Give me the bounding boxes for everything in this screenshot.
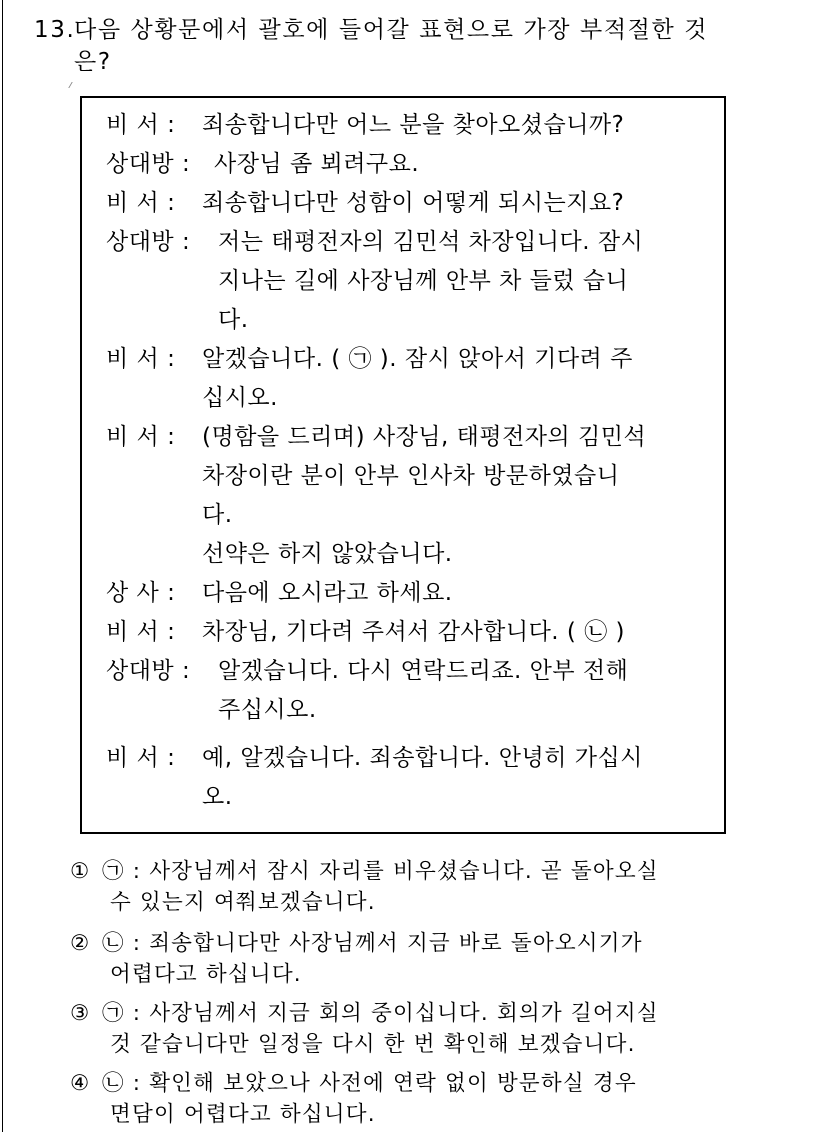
separator: : (167, 424, 176, 450)
dialogue-text: 지나는 길에 사장님께 안부 차 들렀 습니 (218, 268, 629, 294)
speaker: 비 서 (106, 424, 160, 450)
answer-option-1[interactable] (70, 856, 770, 918)
dialogue-speaker-line (106, 578, 175, 608)
dialogue-text: 사장님 좀 뵈려구요. (214, 151, 420, 177)
answer-option-2[interactable] (70, 928, 770, 990)
dialogue-text: 다음에 오시라고 하세요. (202, 580, 453, 606)
option-text: ㉠ : 사장님께서 지금 회의 중이십니다. 회의가 길어지실 (102, 1001, 659, 1026)
question-line-2: 은? (74, 49, 112, 75)
separator: : (181, 151, 191, 177)
dialogue-speaker-line (106, 743, 175, 773)
option-text: 어렵다고 하십니다. (110, 962, 302, 987)
dialogue-text: 죄송합니다만 어느 분을 찾아오셨습니까? (202, 112, 625, 138)
question-line-1 (34, 14, 794, 46)
speaker: 비 서 (106, 346, 160, 372)
answer-option-4[interactable] (70, 1068, 770, 1130)
speaker: 비 서 (106, 745, 160, 771)
dialogue-text: 알겠습니다. ( ㉠ ). 잠시 앉아서 기다려 주 (202, 346, 633, 372)
option-marker: ③ (70, 1001, 91, 1026)
option-text: 면담이 어렵다고 하십니다. (110, 1102, 376, 1127)
dialogue-speaker-line (106, 422, 175, 452)
dialogue-text: 차장님, 기다려 주셔서 감사합니다. ( ㉡ ) (202, 619, 625, 645)
separator: : (181, 229, 191, 255)
dialogue-speaker-line (106, 188, 175, 218)
dialogue-text: (명함을 드리며) 사장님, 태평전자의 김민석 (202, 424, 647, 450)
page-left-border (2, 0, 3, 1132)
speaker: 비 서 (106, 619, 160, 645)
speaker: 비 서 (106, 112, 160, 138)
dialogue-speaker-line (106, 110, 175, 140)
option-text: 수 있는지 여쭤보겠습니다. (110, 890, 376, 915)
option-line (70, 998, 770, 1029)
dialogue-text: 알겠습니다. 다시 연락드리죠. 안부 전해 (218, 658, 629, 684)
dialogue-text: 죄송합니다만 성함이 어떻게 되시는지요? (202, 190, 625, 216)
option-marker: ① (70, 859, 91, 884)
dialogue-text: 주십시오. (218, 697, 317, 723)
dialogue-text: 차장이란 분이 안부 인사차 방문하였습니 (202, 463, 620, 489)
separator: : (167, 346, 176, 372)
option-text: 것 같습니다만 일정을 다시 한 번 확인해 보겠습니다. (110, 1032, 636, 1057)
speaker: 비 서 (106, 190, 160, 216)
separator: : (167, 190, 176, 216)
answer-option-3[interactable] (70, 998, 770, 1060)
separator: : (167, 580, 176, 606)
question-text: 다음 상황문에서 괄호에 들어갈 표현으로 가장 부적절한 것 (74, 17, 709, 43)
question-number: 13. (34, 17, 76, 43)
question-header (34, 14, 794, 78)
dialogue-text: 오. (202, 784, 233, 810)
option-line (70, 928, 770, 959)
separator: : (181, 658, 191, 684)
dialogue-speaker-line (106, 227, 190, 257)
option-text: ㉡ : 확인해 보았으나 사전에 연락 없이 방문하실 경우 (102, 1071, 637, 1096)
dialogue-speaker-line (106, 344, 175, 374)
option-marker: ④ (70, 1071, 91, 1096)
option-line (70, 856, 770, 887)
separator: : (167, 619, 176, 645)
speaker: 상 사 (106, 580, 160, 606)
stray-mark (68, 82, 76, 88)
speaker: 상대방 (106, 151, 175, 177)
separator: : (167, 112, 176, 138)
dialogue-text: 다. (202, 502, 233, 528)
dialogue-text: 저는 태평전자의 김민석 차장입니다. 잠시 (218, 229, 644, 255)
dialogue-text: 십시오. (202, 385, 278, 411)
option-line (70, 1068, 770, 1099)
option-text: ㉠ : 사장님께서 잠시 자리를 비우셨습니다. 곧 돌아오실 (102, 859, 659, 884)
dialogue-box (80, 96, 726, 834)
dialogue-speaker-line (106, 617, 175, 647)
speaker: 상대방 (106, 229, 175, 255)
option-text: ㉡ : 죄송합니다만 사장님께서 지금 바로 돌아오시기가 (102, 931, 643, 956)
option-marker: ② (70, 931, 91, 956)
dialogue-speaker-line (106, 149, 190, 179)
dialogue-text: 예, 알겠습니다. 죄송합니다. 안녕히 가십시 (202, 745, 643, 771)
speaker: 상대방 (106, 658, 175, 684)
dialogue-text: 선약은 하지 않았습니다. (202, 541, 453, 567)
dialogue-text: 다. (218, 307, 249, 333)
dialogue-speaker-line (106, 656, 190, 686)
separator: : (167, 745, 176, 771)
